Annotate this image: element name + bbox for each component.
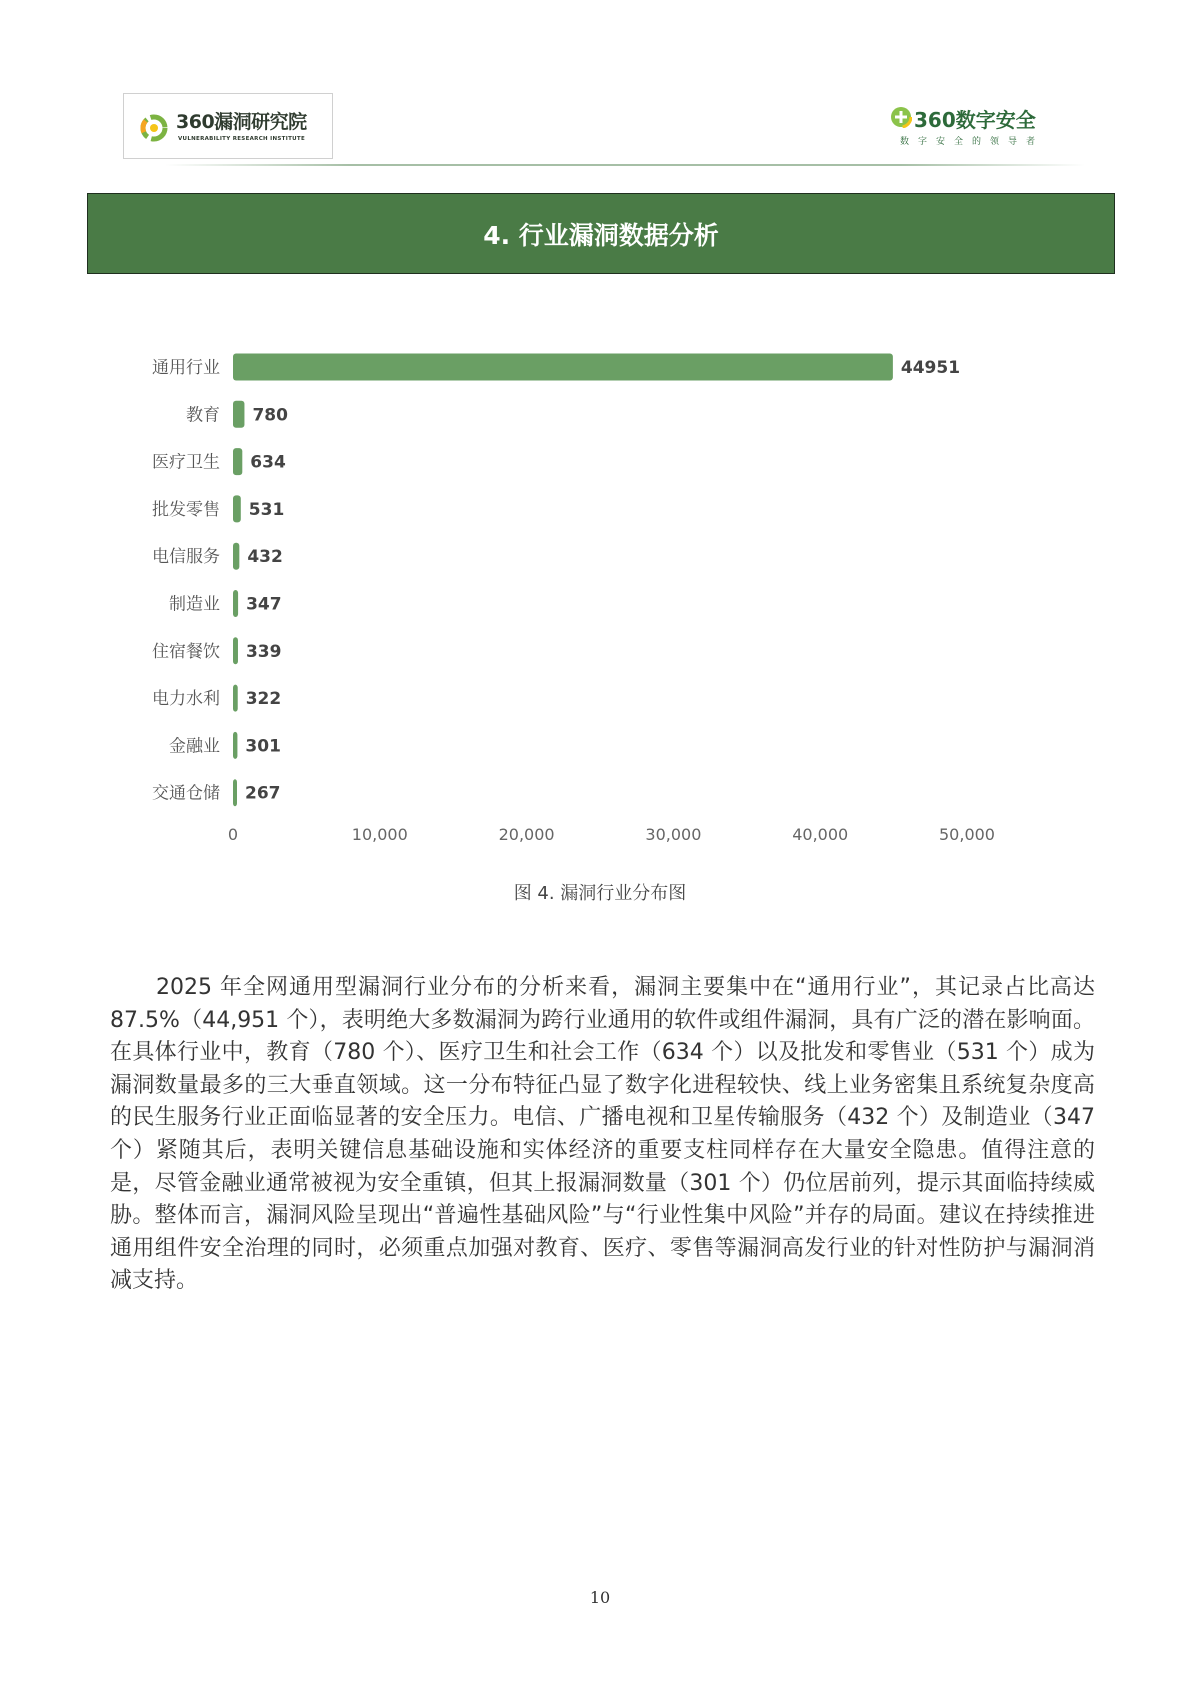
figure-caption: 图 4. 漏洞行业分布图: [513, 883, 687, 904]
analysis-paragraph: 2025 年全网通用型漏洞行业分布的分析来看，漏洞主要集中在“通用行业”，其记录占比高达 87.5%（44,951 个），表明绝大多数漏洞为跨行业通用的软件或组件漏洞，具有广泛的潜在影响面。在具体行业中，教育（780 个）、医疗卫生和社会工作（634 个）以及批发和零售业（531 个）成为漏洞数量最多的三大垂直领域。这一分布特征凸显了数字化进程较快、线上业务密集且系统复杂度高的民生服务行业正面临显著的安全压力。电信、广播电视和卫星传输服务（432 个）及制造业（347 个）紧随其后，表明关键信息基础设施和实体经济的重要支柱同样存在大量安全隐患。值得注意的是，尽管金融业通常被视为安全重镇，但其上报漏洞数量（301 个）仍位居前列，提示其面临持续威胁。整体而言，漏洞风险呈现出“普遍性基础风险”与“行业性集中风险”并存的局面。建议在持续推进通用组件安全治理的同时，必须重点加强对教育、医疗、零售等漏洞高发行业的针对性防护与漏洞消减支持。: [110, 975, 1095, 1294]
value-label-2: 634: [250, 452, 286, 473]
bar-0: [233, 354, 893, 381]
page-number: 10: [589, 1588, 611, 1607]
bar-7: [233, 685, 238, 712]
bar-1: [233, 401, 244, 428]
category-label-6: 住宿餐饮: [152, 641, 220, 662]
bar-9: [233, 779, 237, 806]
x-tick-label-5: 50,000: [939, 825, 995, 844]
x-tick-label-0: 0: [227, 825, 239, 844]
x-tick-label-4: 40,000: [792, 825, 849, 844]
institute-brand-subtitle: VULNERABILITY RESEARCH INSTITUTE: [178, 136, 306, 142]
value-label-7: 322: [245, 689, 282, 710]
category-label-1: 教育: [186, 405, 220, 426]
value-label-3: 531: [248, 499, 285, 520]
x-tick-label-1: 10,000: [351, 825, 408, 844]
value-label-1: 780: [252, 405, 288, 426]
value-label-4: 432: [247, 547, 283, 568]
value-label-6: 339: [245, 641, 282, 662]
value-label-8: 301: [245, 736, 281, 757]
bar-8: [233, 732, 237, 759]
category-label-2: 医疗卫生: [152, 452, 220, 473]
bar-3: [233, 495, 241, 522]
category-label-9: 交通仓储: [152, 783, 220, 804]
category-label-8: 金融业: [169, 736, 220, 757]
digital-security-tagline: 数字安全的领导者: [900, 137, 1045, 147]
category-label-4: 电信服务: [152, 547, 220, 568]
category-label-0: 通用行业: [152, 358, 220, 378]
category-label-3: 批发零售: [152, 499, 220, 520]
bar-2: [233, 448, 242, 475]
x-tick-label-3: 30,000: [645, 825, 702, 844]
x-tick-label-2: 20,000: [498, 825, 555, 844]
bar-5: [233, 590, 238, 617]
section-title: 4. 行业漏洞数据分析: [483, 220, 719, 250]
category-label-7: 电力水利: [152, 689, 220, 710]
bar-4: [233, 543, 239, 570]
bar-6: [233, 637, 238, 664]
value-label-0: 44951: [900, 358, 961, 378]
digital-security-brand-name: 360数字安全: [914, 108, 1036, 132]
category-label-5: 制造业: [169, 594, 220, 615]
value-label-9: 267: [245, 783, 281, 804]
value-label-5: 347: [246, 594, 282, 615]
institute-brand-name: 360漏洞研究院: [176, 111, 307, 133]
